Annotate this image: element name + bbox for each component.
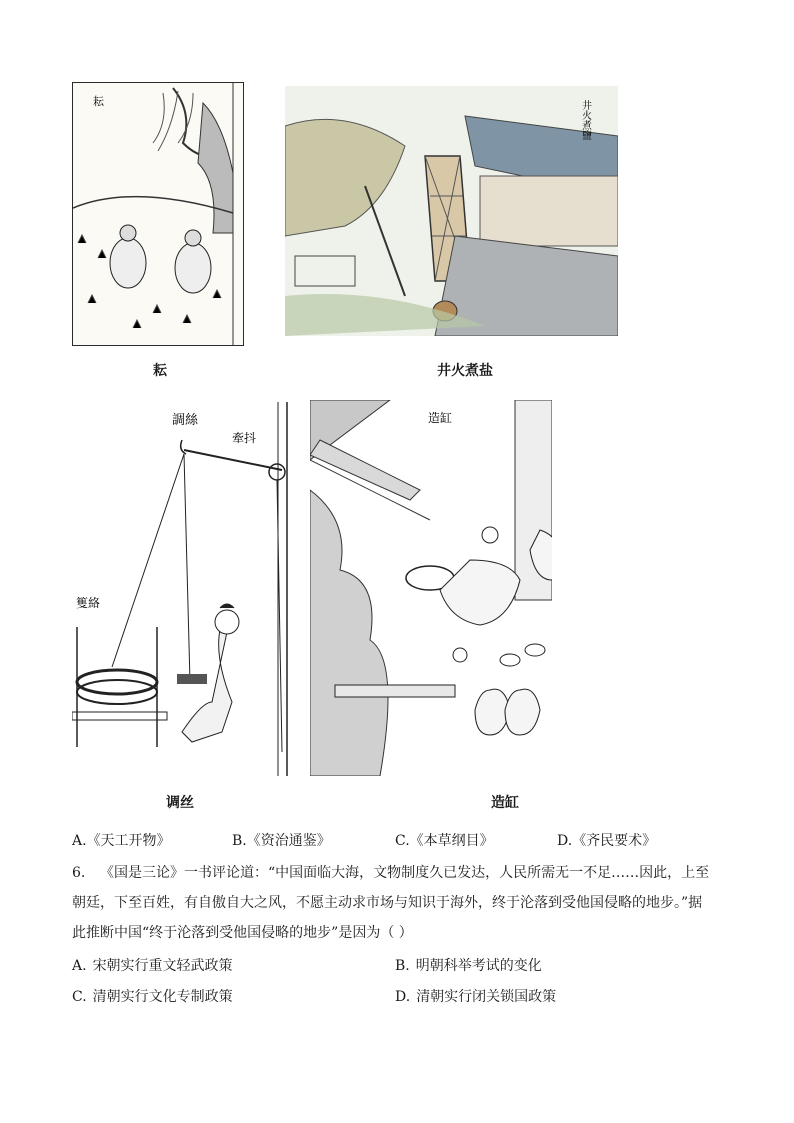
q6-option-c-text: 清朝实行文化专制政策 [92, 989, 233, 1005]
q5-option-d-text: 《齐民要术》 [572, 833, 657, 849]
q5-option-b[interactable] [232, 830, 331, 850]
q6-option-c[interactable] [72, 986, 233, 1006]
q6-option-b-label: B. [395, 958, 410, 974]
figure-jar-making [310, 400, 552, 776]
q6-option-b-text: 明朝科举考试的变化 [415, 958, 542, 974]
q6-option-c-label: C. [72, 989, 87, 1005]
q5-option-d[interactable] [557, 830, 656, 850]
silk-inscription-right: 牽抖 [232, 431, 257, 445]
figure-weeding [72, 82, 244, 346]
figure-silk-reeling [72, 402, 294, 776]
jar-inscription: 造缸 [428, 411, 453, 425]
q5-option-c-label: C. [395, 833, 410, 849]
q6-number: 6. [72, 865, 86, 881]
q6-line-2: 朝廷，下至百姓，有自傲自大之风，不愿主动求市场与知识于海外，终于沦落到受他国侵略的地步。”据 [72, 895, 703, 911]
caption-weeding: 耘 [153, 363, 167, 379]
jar-making-illustration [310, 400, 552, 776]
q6-option-b[interactable] [395, 955, 542, 975]
q6-option-a-text: 宋朝实行重文轻武政策 [92, 958, 233, 974]
weeding-illustration [73, 83, 243, 345]
q5-option-c[interactable] [395, 830, 494, 850]
q6-option-a-label: A. [72, 958, 87, 974]
q6-option-a[interactable] [72, 955, 233, 975]
salt-boiling-illustration [285, 86, 618, 336]
q5-option-b-label: B. [232, 833, 247, 849]
q5-option-d-label: D. [557, 833, 573, 849]
weeding-inscription: 耘 [93, 95, 104, 108]
figure-well-fire-salt [285, 86, 618, 336]
q5-option-b-text: 《资治通鉴》 [246, 833, 331, 849]
silk-inscription-side: 篗絡 [76, 596, 101, 610]
q5-option-a-text: 《天工开物》 [86, 833, 171, 849]
q6-line-1: 6. 《国是三论》一书评论道：“中国面临大海，文物制度久已发达，人民所需无一不足……因此，上至 [72, 865, 710, 881]
q6-line-3: 此推断中国“终于沦落到受他国侵略的地步”是因为（ ） [72, 925, 413, 941]
silk-reeling-illustration [72, 402, 294, 776]
caption-jar-making: 造缸 [491, 795, 519, 811]
q5-option-a[interactable] [72, 830, 171, 850]
salt-inscription: 井火煮鹽 [579, 100, 591, 140]
q6-option-d-label: D. [395, 989, 411, 1005]
q6-option-d-text: 清朝实行闭关锁国政策 [416, 989, 557, 1005]
caption-silk-reeling: 调丝 [166, 795, 194, 811]
q5-option-a-label: A. [72, 833, 87, 849]
silk-inscription-top: 調絲 [172, 413, 199, 428]
q5-option-c-text: 《本草纲目》 [409, 833, 494, 849]
caption-well-fire-salt: 井火煮盐 [437, 363, 493, 379]
q6-option-d[interactable] [395, 986, 556, 1006]
